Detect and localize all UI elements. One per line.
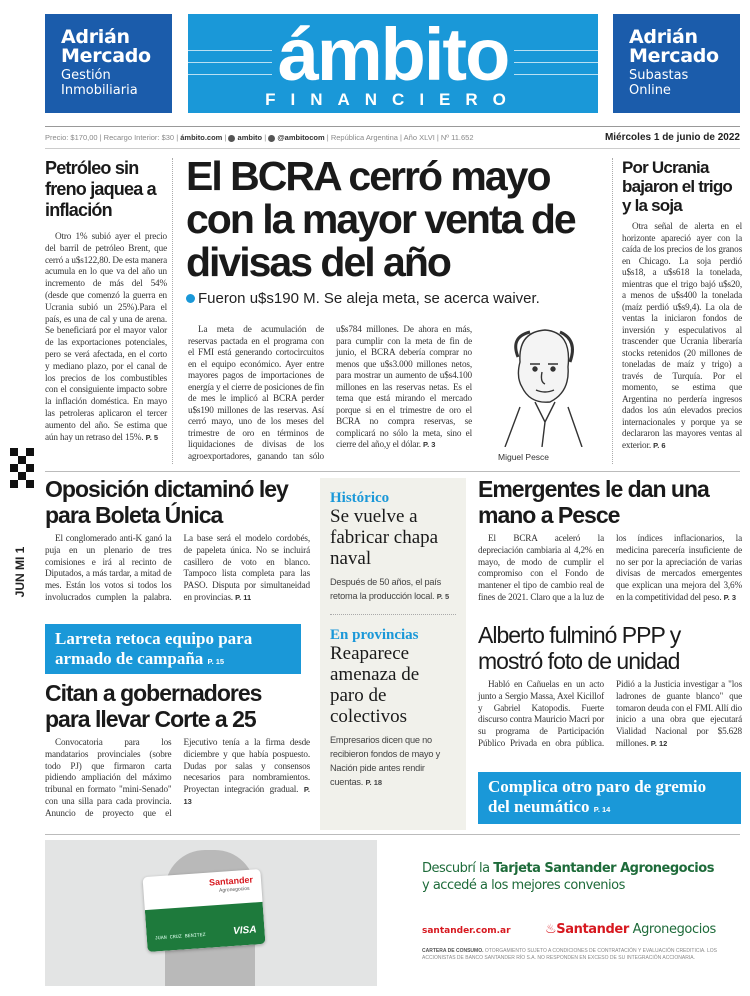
ad-line: Gestión (61, 68, 111, 83)
card-sub: Agronegocios (218, 885, 250, 894)
issue-date: Miércoles 1 de junio de 2022 (604, 132, 740, 143)
ad-url[interactable]: santander.com.ar (422, 926, 511, 936)
ad-name: Mercado (629, 45, 719, 67)
page-ref: P. 12 (650, 738, 668, 748)
kicker: Histórico (330, 490, 390, 506)
ad-image (45, 840, 377, 986)
ad-line: Online (629, 83, 671, 98)
story-body: Convocatoria para los mandatarios provinciales (sobre todo PJ) que firmaron carta pidiendo ampliación del máximo tribunal en formato "mini-Senado" con una silla para cada provincia. Anuncio de proyecto que el Ejecutivo tenía a la firma desde diciembre y que había pospuesto. Dudas por salas y consensos necesarios para nombramientos. Proyectan integración gradual. (45, 737, 310, 818)
brief-body: Empresarios dicen que no recibieron fondos de mayo y Nación pide antes rendir cuentas. (330, 735, 441, 787)
caricature-miguel-pesce (490, 322, 590, 447)
ad-name: Mercado (61, 45, 151, 67)
brief-colectivos[interactable] (330, 627, 456, 790)
checkered-icon (10, 448, 36, 495)
story-larreta[interactable] (45, 624, 301, 674)
flame-icon: ♨ (545, 922, 557, 937)
twitter-handle[interactable]: @ambitocom (277, 133, 325, 142)
headline: Alberto fulminó PPP y mostró foto de unidad (478, 622, 681, 674)
headline: Por Ucrania bajaron el trigo y la soja (622, 158, 732, 215)
card-holder: JUAN CRUZ BENITEZ (154, 931, 206, 942)
story-body: Otra señal de alerta en el horizonte apareció ayer con la caída de los precios de los granos en Chicago. La soja perdió u$s18, a u$s618 la tonelada, mientras que el trigo bajó u$s20, a menos de u$s400 la tonelada (maíz perdió u$s9,4). La ola de ventas la iniciaron fondos de inversión y especulativos al trascender que Ucrania liberaría stocks retenidos (20 millones de toneladas de maíz y trigo) a través de Turquía. Por el momento, se estima que Argentina no perdería ingresos dados los aún elevados precios internacionales y porque ya se declararon las mayores ventas al exterior. (622, 221, 742, 450)
story-body: El BCRA aceleró la depreciación cambiaria al 4,2% en mayo, de modo de cumplir el compromiso con el Fondo de mantener el tipo de cambio real de fines de 2021. Claro que a la luz de los índices inflacionarios, la medicina parecería insuficiente de no ser por la apreciación de varias divisas de mercados emergentes que explican una mejora del 3,6% en la competitividad del peso. (478, 533, 742, 602)
santander-ad[interactable] (45, 840, 740, 988)
edition-info: | República Argentina | Año XLVI | Nº 11.652 (326, 133, 474, 142)
facebook-icon (228, 135, 235, 142)
ad-name: Adrián (629, 26, 698, 48)
twitter-icon (268, 135, 275, 142)
brief-headline: Reaparece amenaza de paro de colectivos (330, 643, 420, 727)
page-ref: P. 11 (235, 592, 252, 602)
divider (45, 126, 740, 127)
main-headline: El BCRA cerró mayo con la mayor venta de divisas del año (186, 153, 575, 285)
page-ref: P. 3 (723, 592, 736, 602)
page-ref: P. 14 (593, 805, 611, 814)
story-bcra[interactable] (186, 155, 610, 307)
masthead-title: ámbito (272, 20, 515, 90)
ad-adrian-mercado-inmobiliaria[interactable] (45, 14, 172, 113)
kicker: En provincias (330, 627, 419, 643)
main-subhead: Fueron u$s190 M. Se aleja meta, se acerca waiver. (198, 290, 540, 307)
headline: Larreta retoca equipo para armado de campaña (55, 629, 253, 668)
headline: Emergentes le dan una mano a Pesce (478, 476, 709, 528)
story-boleta[interactable] (45, 476, 310, 604)
masthead-logo[interactable] (188, 14, 598, 113)
story-body: El conglomerado anti-K ganó la puja en un plenario de tres comisiones e irá al recinto de Diputados, a más tardar, a mitad de mes. Están los votos si todos los involucrados cumplen la palabra. La base será el modelo cordobés, de papeleta única. No se incluirá casillero de voto en blanco. Tampoco lista completa para las PASO. Disputa por simultaneidad en provincias. (45, 533, 310, 602)
brief-headline: Se vuelve a fabricar chapa naval (330, 506, 439, 569)
ad-name: Adrián (61, 26, 130, 48)
bullet-icon (186, 294, 195, 303)
headline: Citan a gobernadores para llevar Corte a 25 (45, 680, 262, 732)
story-alberto[interactable] (478, 622, 742, 750)
facebook-handle[interactable]: ambito (237, 133, 263, 142)
divider (45, 148, 740, 149)
story-body: Habló en Cañuelas en un acto junto a Sergio Massa, Axel Kicillof y Gabriel Katopodis. Fuerte discurso contra Mauricio Macri por su programa de Participación Público Privada en obra pública. Pidió a la Justicia investigar a "los ladrones de guante blanco" que tomaron deuda con el FMI. Allí dio inicio a una obra que ejecutará Vialidad Nacional por $5.628 millones. (478, 679, 742, 748)
headline: Oposición dictaminó ley para Boleta Única (45, 476, 288, 528)
site-link[interactable]: ámbito.com (180, 133, 223, 142)
brief-chapa-naval[interactable] (330, 490, 456, 604)
story-corte[interactable] (45, 680, 310, 820)
masthead-subtitle: FINANCIERO (265, 90, 521, 109)
divider (45, 834, 740, 835)
story-emergentes[interactable] (478, 476, 742, 604)
brief-body: Después de 50 años, el país retoma la producción local. (330, 577, 442, 601)
info-line: Precio: $170,00 | Recargo Interior: $30 | ámbito.com | ambito | @ambitocom | República Argentina | Año XLVI | Nº 11.652 (45, 133, 474, 142)
page-ref: P. 5 (436, 592, 450, 601)
price-info: Precio: $170,00 | Recargo Interior: $30 | (45, 133, 179, 142)
side-date: JUN MI 1 (13, 546, 27, 598)
page-ref: P. 13 (183, 785, 310, 806)
photo-caption: Miguel Pesce (498, 452, 550, 462)
ad-line: Inmobiliaria (61, 83, 138, 98)
page-ref: P. 5 (145, 432, 159, 442)
main-body (188, 324, 472, 462)
santander-logo: ♨Santander Agronegocios (545, 922, 716, 937)
page-ref: P. 18 (365, 778, 383, 787)
divider (172, 158, 173, 464)
card-brand: Santander (208, 874, 254, 888)
divider (612, 158, 613, 464)
credit-card (143, 869, 266, 952)
ad-legal: CARTERA DE CONSUMO. OTORGAMIENTO SUJETO A CONDICIONES DE CONTRATACIÓN Y EVALUACIÓN CREDITICIA. LOS ACCIONISTAS DE BANCO SANTANDER RÍO S.A. NO RESPONDEN EN EXCESO DE SU INTEGRACIÓN ACCIONARIA. (422, 948, 717, 961)
headline: Complica otro paro de gremio del neumático (488, 777, 707, 816)
sidebar-briefs (320, 478, 466, 830)
story-body: Otro 1% subió ayer el precio del barril de petróleo Brent, que cerró a u$s122,80. De esta manera acumula en lo que va del año un incremento de más del 54% (desde que comenzó la guerra en Ucrania subió un 25%).Para el país, es una de cal y una de arena. Se beneficiará por el mayor valor de las exportaciones potenciales, pero se verá afectada, en el corto y mediano plazo, por el canal de los precios de los combustibles con el consiguiente impacto sobre la inflación doméstica. En mayo las petroleras aplicaron el tercer aumento del año. Se estima que aún hay un retraso del 15%. (45, 231, 167, 442)
ad-adrian-mercado-subastas[interactable] (613, 14, 740, 113)
headline: Petróleo sin freno jaquea a inflación (45, 158, 156, 220)
page-ref: P. 3 (423, 440, 436, 449)
divider (45, 471, 740, 472)
page-ref: P. 15 (207, 657, 225, 666)
story-ucrania[interactable] (622, 158, 742, 451)
page-ref: P. 6 (653, 440, 666, 450)
visa-logo: VISA (232, 924, 257, 938)
ad-headline: Descubrí la Tarjeta Santander Agronegocios y accedé a los mejores convenios (422, 861, 714, 893)
ad-line: Subastas (629, 68, 689, 83)
story-neumatico[interactable] (478, 772, 741, 824)
story-petroleo[interactable] (45, 158, 167, 443)
story-body: La meta de acumulación de reservas pactada en el programa con el FMI está generando cortocircuitos en el equipo económico. Ayer entre mayores pagos de importaciones de energía y el cierre de posiciones de fin de mes le implicó al BCRA perder u$s190 millones de las reservas. Así cerró mayo, uno de los meses del trimestre de oro en términos de liquidaciones de divisas de los agroexportadores, ganando tan sólo u$s784 millones. De ahora en más, para cumplir con la meta de fin de junio, el BCRA debería comprar no menos que u$s3.000 millones netos, para mostrar un aumento de u$s4.100 millones en las reservas netas. Es el tema que está mirando el mercado porque si en el trimestre de oro el BCRA no compra reservas, se complicará no sólo la meta, sino el cierre del año,y el dólar. (188, 324, 472, 461)
